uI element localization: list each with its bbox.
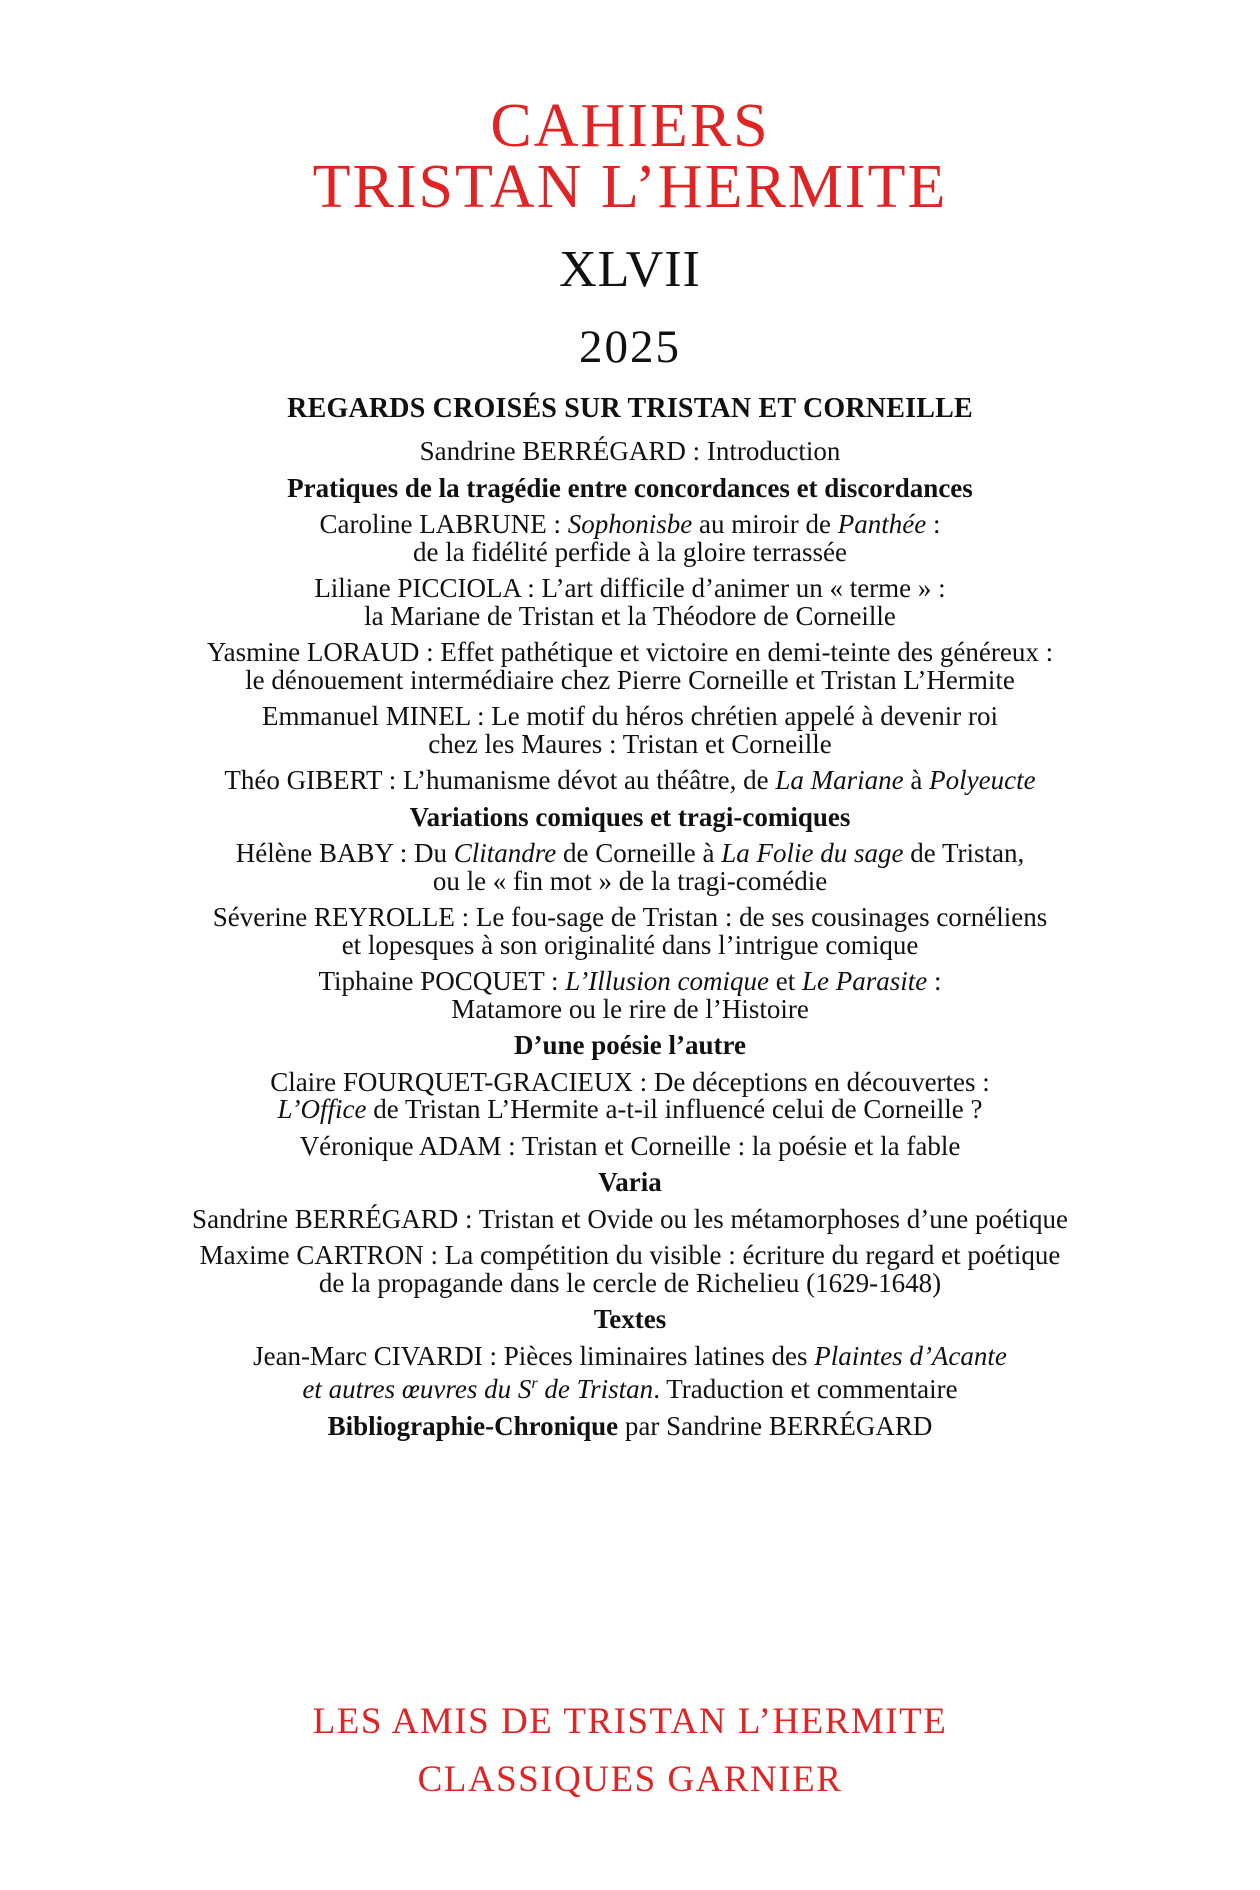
toc-entry xyxy=(192,840,1068,895)
toc-entry xyxy=(192,703,1068,758)
toc-line: Yasmine LORAUD : Effet pathétique et victoire en demi-teinte des généreux : xyxy=(206,637,1054,667)
toc-line: Jean-Marc CIVARDI : Pièces liminaires latines des Plaintes d’Acante xyxy=(253,1340,1007,1371)
toc-line: et autres œuvres du $S^r$ de Tristan. Traduction et commentaire xyxy=(302,1374,958,1404)
section-heading xyxy=(192,1169,1068,1197)
toc-line: Séverine REYROLLE : Le fou-sage de Tristan : de ses cousinages cornéliens xyxy=(212,902,1048,932)
toc-entry xyxy=(192,968,1068,1023)
toc-line: Pratiques de la tragédie entre concordances et discordances xyxy=(287,472,973,503)
issue-theme-title: REGARDS CROISÉS SUR TRISTAN ET CORNEILLE xyxy=(287,393,973,424)
table-of-contents xyxy=(192,429,1068,1440)
toc-line: Variations comiques et tragi-comiques xyxy=(409,801,851,832)
toc-entry xyxy=(192,639,1068,694)
toc-line: Véronique ADAM : Tristan et Corneille : la poésie et la fable xyxy=(299,1130,961,1161)
section-heading xyxy=(192,1032,1068,1060)
toc-entry xyxy=(192,438,1068,466)
toc-line: Emmanuel MINEL : Le motif du héros chrétien appelé à devenir roi xyxy=(262,701,998,731)
toc-entry xyxy=(192,1340,1068,1404)
toc-entry xyxy=(192,767,1068,795)
toc-line: Caroline LABRUNE : Sophonisbe au miroir de Panthée : xyxy=(319,509,941,539)
toc-line: Sandrine BERRÉGARD : Introduction xyxy=(419,436,841,466)
toc-entry xyxy=(192,1410,1068,1441)
toc-line: et lopesques à son originalité dans l’intrigue comique xyxy=(341,929,919,960)
section-heading xyxy=(192,472,1068,503)
toc-line: D’une poésie l’autre xyxy=(514,1030,746,1060)
volume-number: XLVII xyxy=(559,241,701,298)
toc-line: chez les Maures : Tristan et Corneille xyxy=(428,728,832,759)
toc-line: de la fidélité perfide à la gloire terrassée xyxy=(412,536,848,567)
section-heading xyxy=(192,801,1068,832)
toc-entry xyxy=(192,511,1068,566)
toc-line: Liliane PICCIOLA : L’art difficile d’animer un « terme » : xyxy=(314,573,946,603)
toc-line: Théo GIBERT : L’humanisme dévot au théâtre, de La Mariane à Polyeucte xyxy=(224,765,1036,795)
toc-line: Tiphaine POCQUET : L’Illusion comique et Le Parasite : xyxy=(318,966,942,996)
toc-line: de la propagande dans le cercle de Richelieu (1629-1648) xyxy=(318,1267,942,1298)
publisher-imprint: CLASSIQUES GARNIER xyxy=(417,1759,843,1800)
publisher-block xyxy=(313,1703,948,1798)
toc-line: ou le « fin mot » de la tragi-comédie xyxy=(432,865,828,896)
toc-line: Maxime CARTRON : La compétition du visible : écriture du regard et poétique xyxy=(199,1240,1061,1270)
section-heading xyxy=(192,1306,1068,1334)
toc-line: Textes xyxy=(593,1304,667,1334)
toc-line: Claire FOURQUET-GRACIEUX : De déceptions en découvertes : xyxy=(270,1066,990,1097)
toc-line: Matamore ou le rire de l’Histoire xyxy=(451,993,809,1024)
toc-line: le dénouement intermédiaire chez Pierre Corneille et Tristan L’Hermite xyxy=(245,664,1015,695)
publisher-association: LES AMIS DE TRISTAN L’HERMITE xyxy=(312,1701,948,1742)
publication-year: 2025 xyxy=(579,321,681,373)
journal-title-line2: TRISTAN L’HERMITE xyxy=(312,153,948,221)
journal-title-line1: CAHIERS xyxy=(490,92,770,160)
toc-entry xyxy=(192,1203,1068,1234)
toc-line: Bibliographie-Chronique par Sandrine BERRÉGARD xyxy=(327,1410,933,1441)
masthead xyxy=(312,92,948,373)
toc-line: Sandrine BERRÉGARD : Tristan et Ovide ou les métamorphoses d’une poétique xyxy=(192,1203,1068,1234)
toc-entry xyxy=(192,1066,1068,1124)
toc-entry xyxy=(192,1242,1068,1297)
toc-entry xyxy=(192,1130,1068,1161)
toc-line: Varia xyxy=(598,1167,662,1197)
toc-line: L’Office de Tristan L’Hermite a-t-il influencé celui de Corneille ? xyxy=(277,1094,983,1124)
toc-entry xyxy=(192,575,1068,630)
toc-line: Hélène BABY : Du Clitandre de Corneille à La Folie du sage de Tristan, xyxy=(235,838,1025,868)
toc-entry xyxy=(192,904,1068,959)
toc-line: la Mariane de Tristan et la Théodore de Corneille xyxy=(364,600,896,631)
